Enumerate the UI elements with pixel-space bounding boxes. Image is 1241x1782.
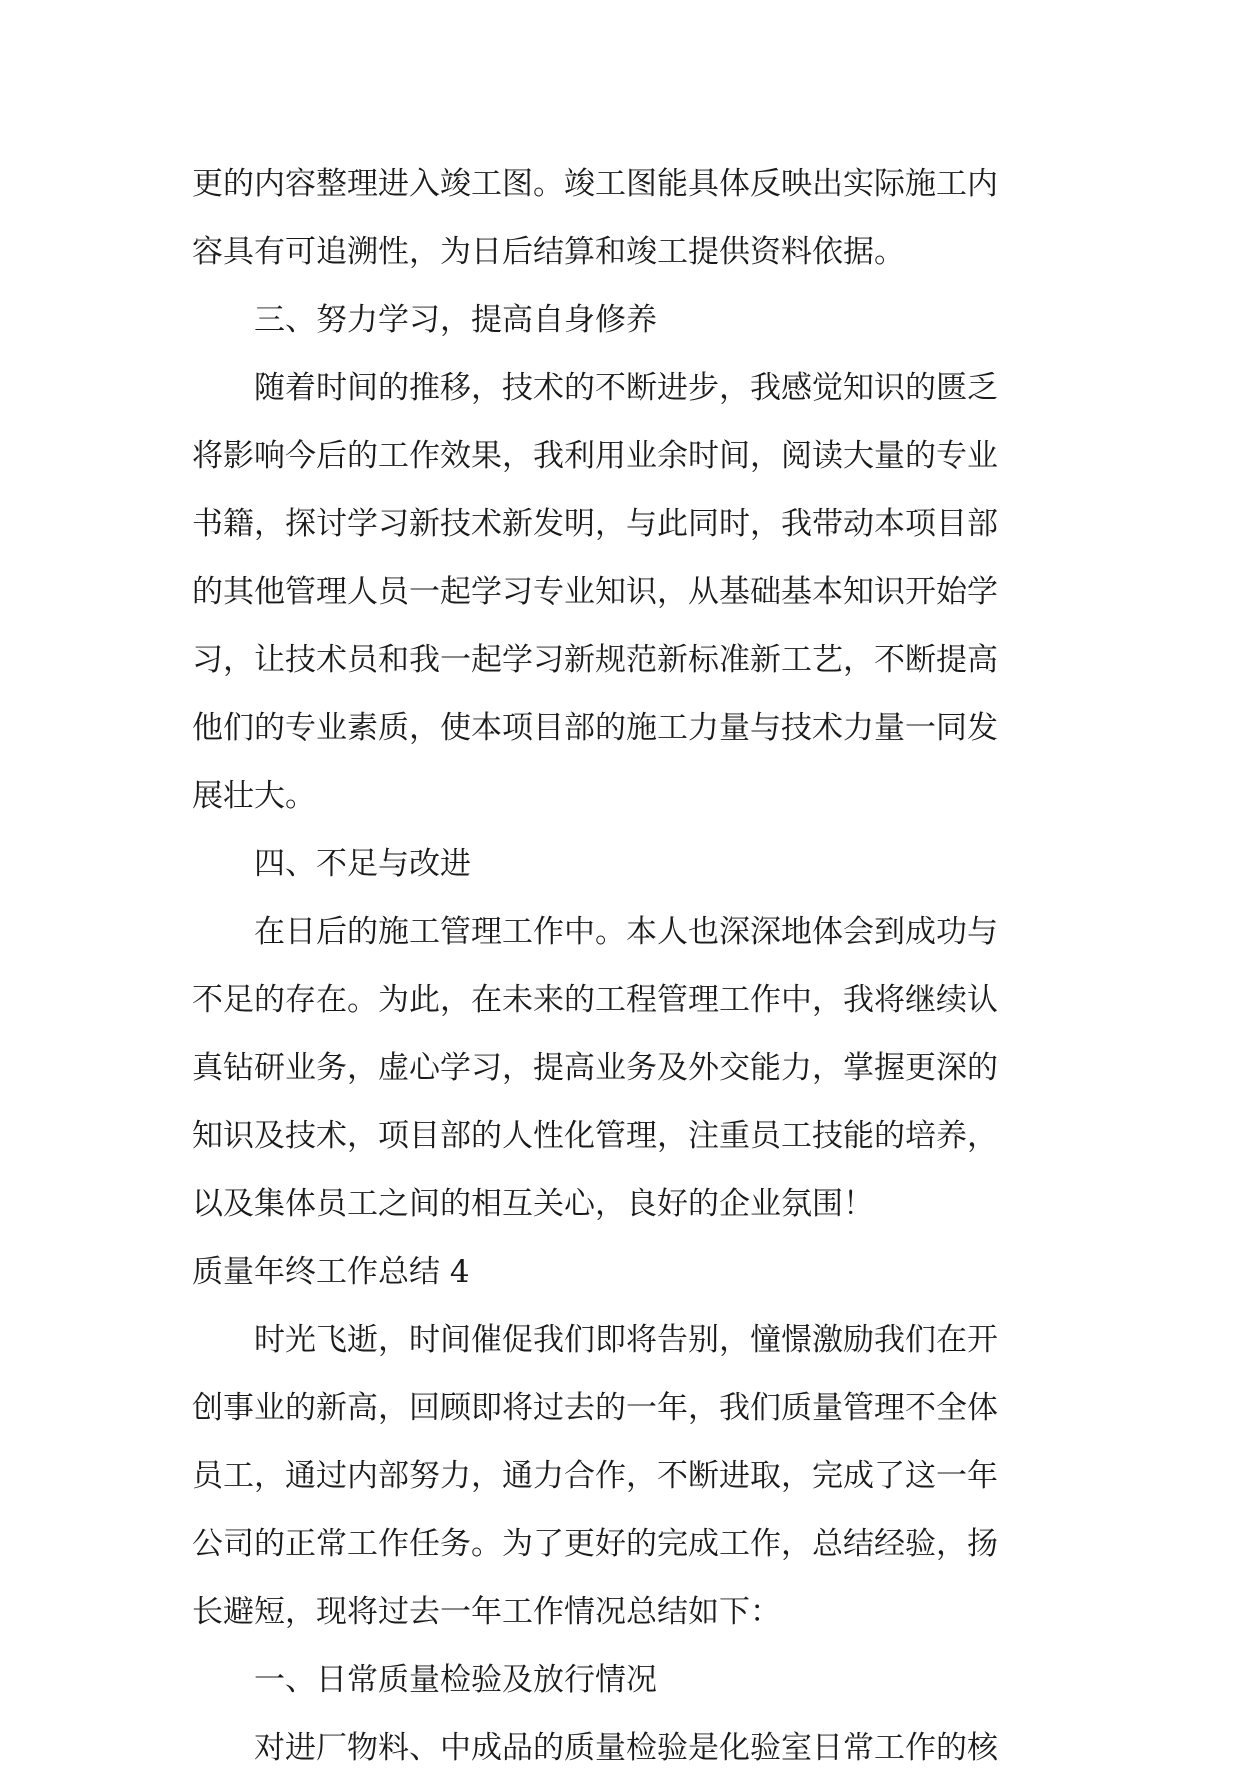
text-line: 更的内容整理进入竣工图。竣工图能具体反映出实际施工内 xyxy=(192,166,998,202)
text-line: 习，让技术员和我一起学习新规范新标准新工艺，不断提高 xyxy=(192,642,998,678)
section-heading: 三、努力学习，提高自身修养 xyxy=(254,302,657,338)
text-line: 书籍，探讨学习新技术新发明，与此同时，我带动本项目部 xyxy=(192,506,998,542)
text-line: 将影响今后的工作效果，我利用业余时间，阅读大量的专业 xyxy=(192,438,998,474)
text-line: 对进厂物料、中成品的质量检验是化验室日常工作的核 xyxy=(254,1730,998,1766)
text-line: 时光飞逝，时间催促我们即将告别，憧憬激励我们在开 xyxy=(254,1322,998,1358)
text-line: 以及集体员工之间的相互关心，良好的企业氛围！ xyxy=(192,1186,874,1222)
text-line: 创事业的新高，回顾即将过去的一年，我们质量管理不全体 xyxy=(192,1390,998,1426)
text-line: 员工，通过内部努力，通力合作，不断进取，完成了这一年 xyxy=(192,1458,998,1494)
document-page xyxy=(192,150,1062,1782)
text-line: 公司的正常工作任务。为了更好的完成工作，总结经验，扬 xyxy=(192,1526,998,1562)
text-line: 容具有可追溯性，为日后结算和竣工提供资料依据。 xyxy=(192,234,905,270)
text-line: 真钻研业务，虚心学习，提高业务及外交能力，掌握更深的 xyxy=(192,1050,998,1086)
text-line: 展壮大。 xyxy=(192,778,316,814)
text-line: 长避短，现将过去一年工作情况总结如下： xyxy=(192,1594,781,1630)
text-line: 的其他管理人员一起学习专业知识，从基础基本知识开始学 xyxy=(192,574,998,610)
text-line: 知识及技术，项目部的人性化管理，注重员工技能的培养， xyxy=(192,1118,998,1154)
text-line: 随着时间的推移，技术的不断进步，我感觉知识的匮乏 xyxy=(254,370,998,406)
text-line: 在日后的施工管理工作中。本人也深深地体会到成功与 xyxy=(254,914,998,950)
text-line: 他们的专业素质，使本项目部的施工力量与技术力量一同发 xyxy=(192,710,998,746)
section-heading: 四、不足与改进 xyxy=(254,846,471,882)
text-line: 不足的存在。为此，在未来的工程管理工作中，我将继续认 xyxy=(192,982,998,1018)
section-heading: 一、日常质量检验及放行情况 xyxy=(254,1662,657,1698)
document-title: 质量年终工作总结 4 xyxy=(192,1254,470,1290)
